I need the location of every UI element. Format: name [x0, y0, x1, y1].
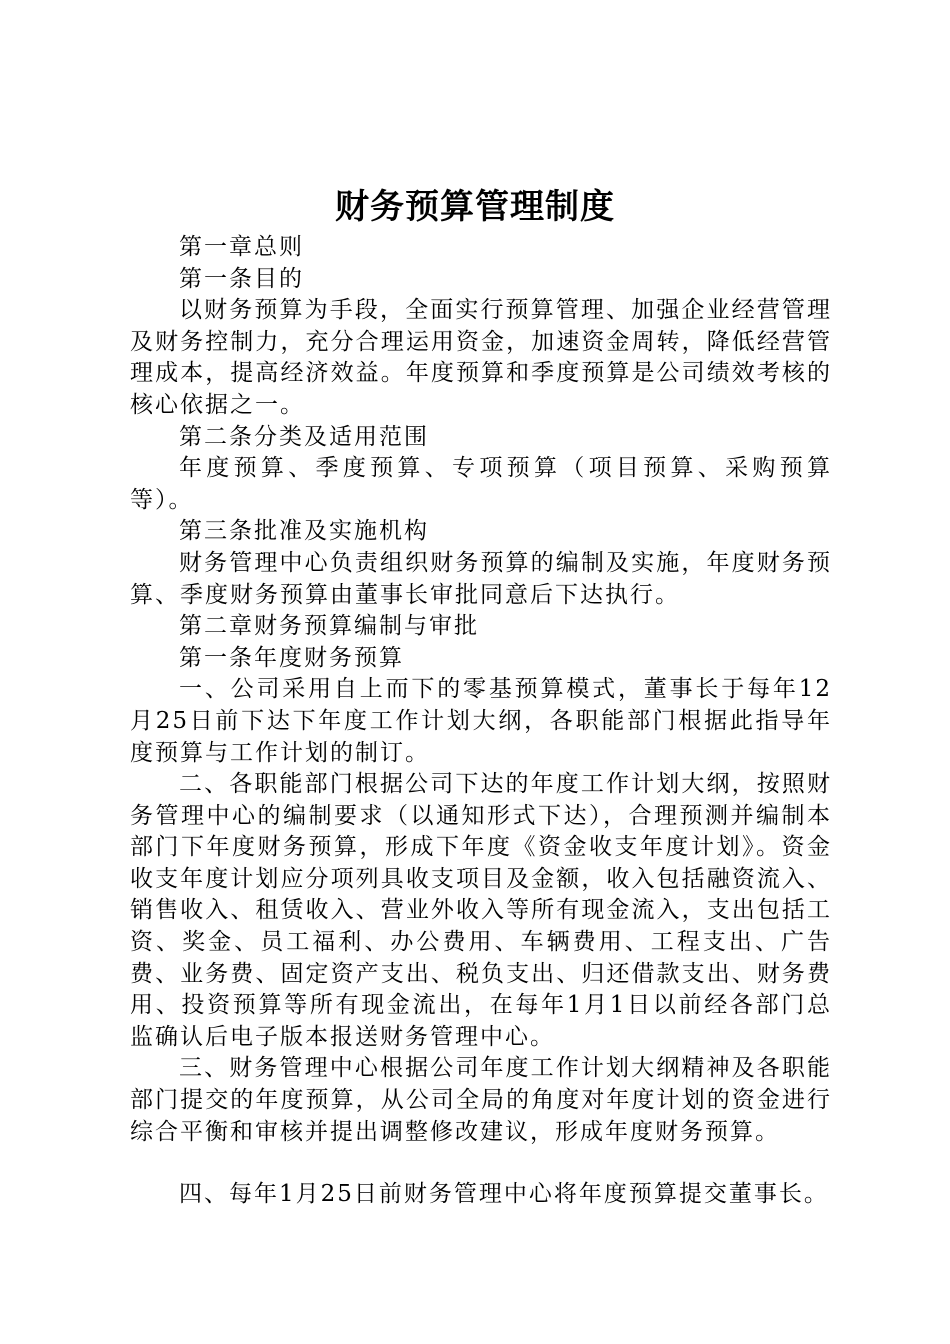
body-paragraph: 以财务预算为手段，全面实行预算管理、加强企业经营管理及财务控制力，充分合理运用资金，加速资金周转，降低经营管理成本，提高经济效益。年度预算和季度预算是公司绩效考核的核心依据之一。: [130, 297, 832, 418]
body-paragraph: 三、财务管理中心根据公司年度工作计划大纲精神及各职能部门提交的年度预算，从公司全局的角度对年度计划的资金进行综合平衡和审核并提出调整修改建议，形成年度财务预算。: [130, 1055, 832, 1145]
article-heading: 第三条批准及实施机构: [179, 518, 429, 545]
chapter-heading: 第二章财务预算编制与审批: [179, 613, 479, 640]
article-heading: 第二条分类及适用范围: [179, 423, 429, 450]
chapter-heading: 第一章总则: [179, 234, 304, 260]
body-paragraph: 一、公司采用自上而下的零基预算模式，董事长于每年12月25日前下达下年度工作计划大纲，各职能部门根据此指导年度预算与工作计划的制订。: [130, 676, 832, 766]
body-paragraph: 年度预算、季度预算、专项预算（项目预算、采购预算等）。: [130, 455, 832, 513]
body-paragraph: 二、各职能部门根据公司下达的年度工作计划大纲，按照财务管理中心的编制要求（以通知形式下达），合理预测并编制本部门下年度财务预算，形成下年度《资金收支年度计划》。资金收支年度计划应分项列具收支项目及金额，收入包括融资流入、销售收入、租赁收入、营业外收入等所有现金流入，支出包括工资、奖金、员工福利、办公费用、车辆费用、工程支出、广告费、业务费、固定资产支出、税负支出、归还借款支出、财务费用、投资预算等所有现金流出，在每年1月1日以前经各部门总监确认后电子版本报送财务管理中心。: [130, 771, 832, 1050]
document-body: [130, 232, 832, 1211]
body-paragraph: 四、每年1月25日前财务管理中心将年度预算提交董事长。: [179, 1181, 829, 1208]
article-heading: 第一条年度财务预算: [179, 644, 404, 671]
body-paragraph: 财务管理中心负责组织财务预算的编制及实施，年度财务预算、季度财务预算由董事长审批同意后下达执行。: [130, 549, 832, 608]
article-heading: 第一条目的: [179, 265, 304, 292]
document-title: 财务预算管理制度: [335, 187, 615, 227]
